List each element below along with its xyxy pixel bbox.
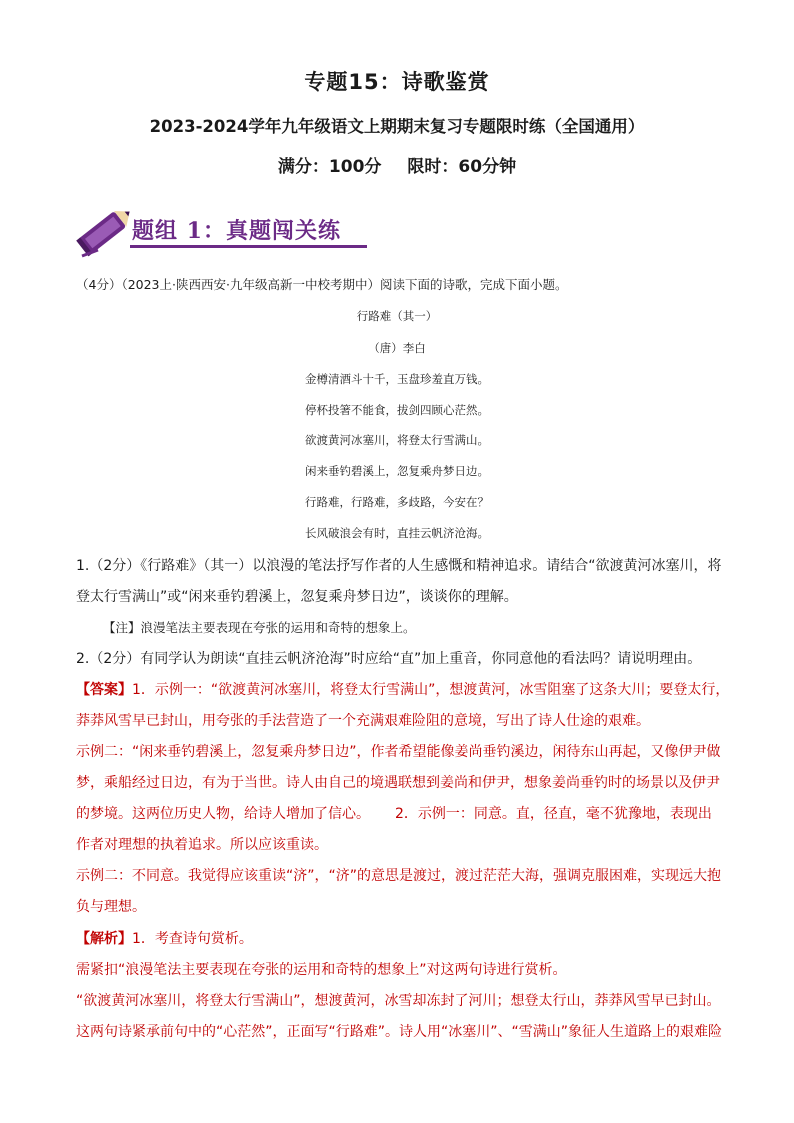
answer-label: 【答案】	[76, 682, 132, 698]
analysis-label: 【解析】	[76, 931, 132, 947]
answer-text: 1．示例一：“欲渡黄河冰塞川，将登太行雪满山”，想渡黄河，冰雪阻塞了这条大川；要登太行，	[132, 682, 730, 698]
question-2-line: 2.（2分）有同学认为朗读“直挂云帆济沧海”时应给“直”加上重音，你同意他的看法吗？请说明理由。	[76, 651, 702, 667]
answer-line: 作者对理想的执着追求。所以应该重读。	[76, 837, 328, 853]
poem-title: 行路难（其一）	[356, 309, 438, 323]
answer-line: 莽莽风雪早已封山，用夸张的手法营造了一个充满艰难险阻的意境，写出了诗人仕途的艰难。	[76, 713, 650, 729]
poem-line: 停杯投箸不能食，拔剑四顾心茫然。	[305, 403, 489, 417]
banner-title: 题组 1：真题闯关练	[132, 218, 341, 244]
poem-line: 闲来垂钓碧溪上，忽复乘舟梦日边。	[305, 464, 489, 478]
section-banner	[76, 200, 376, 260]
question-1-line: 登太行雪满山”或“闲来垂钓碧溪上，忽复乘舟梦日边”，谈谈你的理解。	[76, 589, 518, 605]
poem-line: 长风破浪会有时，直挂云帆济沧海。	[305, 526, 489, 540]
answer-line: 示例二：不同意。我觉得应该重读“济”，“济”的意思是渡过，渡过茫茫大海，强调克服困难，实现远大抱	[76, 868, 722, 884]
answer-line: 的梦境。这两位历史人物，给诗人增加了信心。	[76, 806, 370, 822]
answer-line: 2．示例一：同意。直，径直，毫不犹豫地，表现出	[395, 806, 712, 822]
pencil-icon	[76, 200, 136, 260]
answer-line: 示例二：“闲来垂钓碧溪上，忽复乘舟梦日边”，作者希望能像姜尚垂钓溪边，闲待东山再起，又像伊尹做	[76, 744, 721, 760]
answer-line: 梦，乘船经过日边，有为于当世。诗人由自己的境遇联想到姜尚和伊尹，想象姜尚垂钓时的场景以及伊尹	[76, 775, 720, 791]
page-title: 专题15：诗歌鉴赏	[304, 70, 490, 94]
poem-line: 金樽清酒斗十千，玉盘珍羞直万钱。	[305, 372, 489, 386]
question-intro: （4分）（2023上·陕西西安·九年级高新一中校考期中）阅读下面的诗歌，完成下面小题。	[76, 277, 568, 292]
poem-author: （唐）李白	[368, 341, 426, 355]
analysis-text: 1．考查诗句赏析。	[132, 931, 253, 947]
poem-line: 欲渡黄河冰塞川，将登太行雪满山。	[305, 433, 489, 447]
analysis-line	[76, 929, 253, 949]
question-1-line: 1.（2分）《行路难》（其一）以浪漫的笔法抒写作者的人生感慨和精神追求。请结合“欲渡黄河冰塞川，将	[76, 558, 722, 574]
question-1-note: 【注】浪漫笔法主要表现在夸张的运用和奇特的想象上。	[103, 620, 416, 635]
analysis-line: “欲渡黄河冰塞川，将登太行雪满山”，想渡黄河，冰雪却冻封了河川；想登太行山，莽莽风雪早已封山。	[76, 993, 721, 1009]
poem-line: 行路难，行路难，多歧路，今安在？	[305, 495, 489, 509]
full-score: 满分：100分	[277, 157, 382, 177]
time-limit: 限时：60分钟	[407, 157, 517, 177]
banner-underline	[130, 245, 367, 248]
analysis-line: 这两句诗紧承前句中的“心茫然”，正面写“行路难”。诗人用“冰塞川”、“雪满山”象征人生道路上的艰难险	[76, 1024, 723, 1040]
answer-line	[76, 680, 729, 700]
analysis-line: 需紧扣“浪漫笔法主要表现在夸张的运用和奇特的想象上”对这两句诗进行赏析。	[76, 962, 567, 978]
answer-line: 负与理想。	[76, 899, 146, 915]
page-subtitle: 2023-2024学年九年级语文上期期末复习专题限时练（全国通用）	[149, 117, 645, 136]
score-line	[0, 152, 794, 177]
